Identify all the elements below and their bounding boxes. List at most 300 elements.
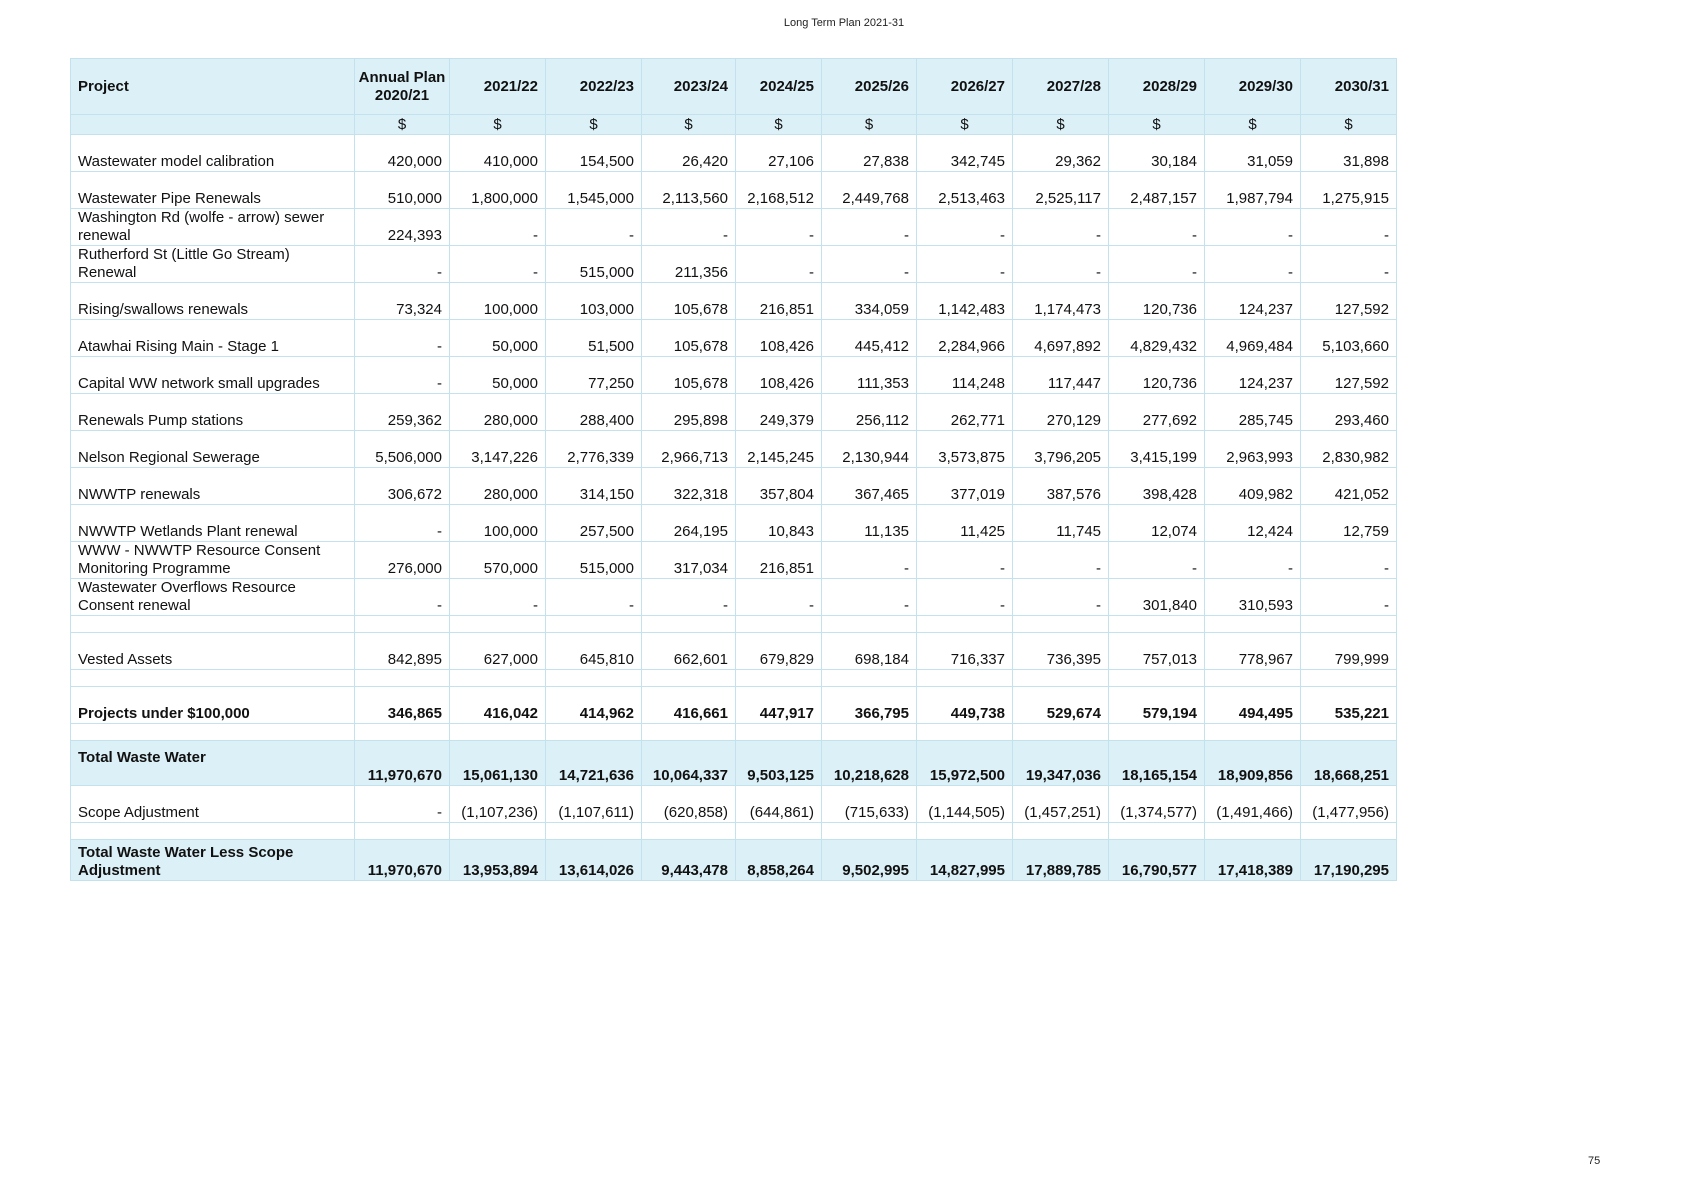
table-row xyxy=(71,209,1397,246)
value-cell: - xyxy=(355,579,450,616)
value-cell: 50,000 xyxy=(450,357,546,394)
table-row xyxy=(71,283,1397,320)
value-cell: 416,661 xyxy=(642,687,736,724)
value-cell: 12,074 xyxy=(1109,505,1205,542)
project-name-cell: Atawhai Rising Main - Stage 1 xyxy=(71,320,355,357)
value-cell: 249,379 xyxy=(736,394,822,431)
table-row xyxy=(71,135,1397,172)
value-cell: 515,000 xyxy=(546,246,642,283)
empty-cell xyxy=(1205,724,1301,741)
empty-cell xyxy=(1013,670,1109,687)
table-row xyxy=(71,172,1397,209)
value-cell: - xyxy=(355,786,450,823)
spacer-row xyxy=(71,823,1397,840)
unit-cell: $ xyxy=(822,115,917,135)
empty-cell xyxy=(1205,616,1301,633)
value-cell: 310,593 xyxy=(1205,579,1301,616)
unit-cell: $ xyxy=(1013,115,1109,135)
unit-cell: $ xyxy=(642,115,736,135)
value-cell: 216,851 xyxy=(736,542,822,579)
value-cell: 100,000 xyxy=(450,505,546,542)
value-cell: 679,829 xyxy=(736,633,822,670)
value-cell: - xyxy=(822,209,917,246)
page-number: 75 xyxy=(1588,1155,1601,1167)
value-cell: 1,275,915 xyxy=(1301,172,1397,209)
empty-cell xyxy=(355,670,450,687)
empty-cell xyxy=(822,670,917,687)
unit-cell: $ xyxy=(1109,115,1205,135)
value-cell: 51,500 xyxy=(546,320,642,357)
value-cell: 1,142,483 xyxy=(917,283,1013,320)
unit-cell: $ xyxy=(736,115,822,135)
value-cell: - xyxy=(822,542,917,579)
spacer-row xyxy=(71,724,1397,741)
value-cell: - xyxy=(546,579,642,616)
empty-cell xyxy=(917,670,1013,687)
value-cell: 409,982 xyxy=(1205,468,1301,505)
unit-cell: $ xyxy=(1301,115,1397,135)
value-cell: 9,503,125 xyxy=(736,741,822,786)
value-cell: - xyxy=(917,246,1013,283)
empty-cell xyxy=(355,823,450,840)
value-cell: - xyxy=(1205,246,1301,283)
value-cell: - xyxy=(1013,579,1109,616)
unit-cell xyxy=(71,115,355,135)
value-cell: 11,970,670 xyxy=(355,840,450,881)
value-cell: - xyxy=(917,579,1013,616)
value-cell: - xyxy=(736,209,822,246)
value-cell: 398,428 xyxy=(1109,468,1205,505)
unit-cell: $ xyxy=(546,115,642,135)
unit-cell: $ xyxy=(1205,115,1301,135)
value-cell: 11,970,670 xyxy=(355,741,450,786)
empty-cell xyxy=(1301,724,1397,741)
empty-cell xyxy=(1013,616,1109,633)
value-cell: 9,443,478 xyxy=(642,840,736,881)
column-header: 2030/31 xyxy=(1301,59,1397,115)
value-cell: 579,194 xyxy=(1109,687,1205,724)
project-name-cell: Scope Adjustment xyxy=(71,786,355,823)
value-cell: 256,112 xyxy=(822,394,917,431)
empty-cell xyxy=(1109,670,1205,687)
empty-cell xyxy=(546,616,642,633)
value-cell: 494,495 xyxy=(1205,687,1301,724)
value-cell: 224,393 xyxy=(355,209,450,246)
value-cell: 445,412 xyxy=(822,320,917,357)
value-cell: 334,059 xyxy=(822,283,917,320)
value-cell: - xyxy=(1301,579,1397,616)
empty-cell xyxy=(1013,823,1109,840)
value-cell: 277,692 xyxy=(1109,394,1205,431)
value-cell: - xyxy=(450,579,546,616)
units-row xyxy=(71,115,1397,135)
project-name-cell: Capital WW network small upgrades xyxy=(71,357,355,394)
empty-cell xyxy=(642,724,736,741)
value-cell: 18,909,856 xyxy=(1205,741,1301,786)
project-name-cell: Renewals Pump stations xyxy=(71,394,355,431)
table-row xyxy=(71,579,1397,616)
value-cell: 276,000 xyxy=(355,542,450,579)
empty-cell xyxy=(546,670,642,687)
value-cell: 421,052 xyxy=(1301,468,1397,505)
value-cell: 13,614,026 xyxy=(546,840,642,881)
unit-cell: $ xyxy=(917,115,1013,135)
empty-cell xyxy=(71,823,355,840)
value-cell: 515,000 xyxy=(546,542,642,579)
value-cell: 8,858,264 xyxy=(736,840,822,881)
value-cell: 9,502,995 xyxy=(822,840,917,881)
value-cell: - xyxy=(1205,542,1301,579)
value-cell: 280,000 xyxy=(450,468,546,505)
table-row xyxy=(71,505,1397,542)
project-name-cell: NWWTP Wetlands Plant renewal xyxy=(71,505,355,542)
value-cell: - xyxy=(1013,209,1109,246)
value-cell: 10,218,628 xyxy=(822,741,917,786)
value-cell: 105,678 xyxy=(642,357,736,394)
empty-cell xyxy=(1109,724,1205,741)
value-cell: 662,601 xyxy=(642,633,736,670)
empty-cell xyxy=(642,670,736,687)
value-cell: 11,135 xyxy=(822,505,917,542)
value-cell: 216,851 xyxy=(736,283,822,320)
value-cell: - xyxy=(355,320,450,357)
empty-cell xyxy=(450,823,546,840)
value-cell: 1,174,473 xyxy=(1013,283,1109,320)
value-cell: 627,000 xyxy=(450,633,546,670)
empty-cell xyxy=(1109,616,1205,633)
value-cell: 778,967 xyxy=(1205,633,1301,670)
project-name-cell: Projects under $100,000 xyxy=(71,687,355,724)
value-cell: 31,059 xyxy=(1205,135,1301,172)
value-cell: 27,838 xyxy=(822,135,917,172)
scope-adjustment-row xyxy=(71,786,1397,823)
value-cell: 15,061,130 xyxy=(450,741,546,786)
value-cell: 50,000 xyxy=(450,320,546,357)
value-cell: - xyxy=(1301,542,1397,579)
value-cell: 100,000 xyxy=(450,283,546,320)
value-cell: 264,195 xyxy=(642,505,736,542)
project-name-cell: Total Waste Water Less Scope Adjustment xyxy=(71,840,355,881)
empty-cell xyxy=(450,724,546,741)
empty-cell xyxy=(822,616,917,633)
value-cell: 366,795 xyxy=(822,687,917,724)
value-cell: 2,449,768 xyxy=(822,172,917,209)
value-cell: (1,374,577) xyxy=(1109,786,1205,823)
table-row xyxy=(71,431,1397,468)
value-cell: 17,418,389 xyxy=(1205,840,1301,881)
value-cell: - xyxy=(1013,246,1109,283)
value-cell: 29,362 xyxy=(1013,135,1109,172)
empty-cell xyxy=(1301,616,1397,633)
value-cell: 322,318 xyxy=(642,468,736,505)
column-header: 2029/30 xyxy=(1205,59,1301,115)
value-cell: 414,962 xyxy=(546,687,642,724)
empty-cell xyxy=(642,616,736,633)
project-name-cell: Washington Rd (wolfe - arrow) sewer renewal xyxy=(71,209,355,246)
value-cell: 301,840 xyxy=(1109,579,1205,616)
capital-projects-table xyxy=(70,58,1397,881)
value-cell: 31,898 xyxy=(1301,135,1397,172)
unit-cell: $ xyxy=(355,115,450,135)
value-cell: 4,829,432 xyxy=(1109,320,1205,357)
value-cell: 127,592 xyxy=(1301,357,1397,394)
value-cell: - xyxy=(1109,542,1205,579)
value-cell: (1,107,611) xyxy=(546,786,642,823)
empty-cell xyxy=(546,823,642,840)
projects-under-row xyxy=(71,687,1397,724)
value-cell: 799,999 xyxy=(1301,633,1397,670)
spacer-row xyxy=(71,670,1397,687)
column-header: 2027/28 xyxy=(1013,59,1109,115)
value-cell: 120,736 xyxy=(1109,283,1205,320)
value-cell: 357,804 xyxy=(736,468,822,505)
empty-cell xyxy=(1205,823,1301,840)
value-cell: 77,250 xyxy=(546,357,642,394)
value-cell: 211,356 xyxy=(642,246,736,283)
column-header: Annual Plan 2020/21 xyxy=(355,59,450,115)
value-cell: 105,678 xyxy=(642,320,736,357)
value-cell: 2,113,560 xyxy=(642,172,736,209)
value-cell: 73,324 xyxy=(355,283,450,320)
value-cell: 259,362 xyxy=(355,394,450,431)
value-cell: 306,672 xyxy=(355,468,450,505)
total-row xyxy=(71,741,1397,786)
value-cell: 1,800,000 xyxy=(450,172,546,209)
value-cell: 3,415,199 xyxy=(1109,431,1205,468)
empty-cell xyxy=(71,724,355,741)
value-cell: 114,248 xyxy=(917,357,1013,394)
project-name-cell: NWWTP renewals xyxy=(71,468,355,505)
value-cell: 736,395 xyxy=(1013,633,1109,670)
value-cell: 14,721,636 xyxy=(546,741,642,786)
empty-cell xyxy=(822,724,917,741)
value-cell: 14,827,995 xyxy=(917,840,1013,881)
column-header: 2023/24 xyxy=(642,59,736,115)
project-name-cell: Rising/swallows renewals xyxy=(71,283,355,320)
value-cell: 2,487,157 xyxy=(1109,172,1205,209)
value-cell: 2,145,245 xyxy=(736,431,822,468)
value-cell: 5,103,660 xyxy=(1301,320,1397,357)
table-body xyxy=(71,115,1397,881)
project-name-cell: Total Waste Water xyxy=(71,741,355,786)
empty-cell xyxy=(917,724,1013,741)
value-cell: 111,353 xyxy=(822,357,917,394)
empty-cell xyxy=(355,724,450,741)
empty-cell xyxy=(642,823,736,840)
value-cell: 105,678 xyxy=(642,283,736,320)
value-cell: 2,776,339 xyxy=(546,431,642,468)
value-cell: - xyxy=(355,505,450,542)
column-header: 2026/27 xyxy=(917,59,1013,115)
value-cell: 18,165,154 xyxy=(1109,741,1205,786)
empty-cell xyxy=(71,670,355,687)
value-cell: 2,130,944 xyxy=(822,431,917,468)
value-cell: 12,424 xyxy=(1205,505,1301,542)
project-name-cell: Wastewater Pipe Renewals xyxy=(71,172,355,209)
value-cell: 19,347,036 xyxy=(1013,741,1109,786)
column-header: 2022/23 xyxy=(546,59,642,115)
value-cell: - xyxy=(1205,209,1301,246)
value-cell: 387,576 xyxy=(1013,468,1109,505)
value-cell: 10,843 xyxy=(736,505,822,542)
value-cell: 410,000 xyxy=(450,135,546,172)
value-cell: 285,745 xyxy=(1205,394,1301,431)
value-cell: - xyxy=(1109,209,1205,246)
value-cell: 3,796,205 xyxy=(1013,431,1109,468)
value-cell: 30,184 xyxy=(1109,135,1205,172)
value-cell: 17,190,295 xyxy=(1301,840,1397,881)
project-name-cell: Wastewater model calibration xyxy=(71,135,355,172)
document-header: Long Term Plan 2021-31 xyxy=(783,17,905,29)
value-cell: 535,221 xyxy=(1301,687,1397,724)
value-cell: - xyxy=(450,209,546,246)
value-cell: 257,500 xyxy=(546,505,642,542)
value-cell: - xyxy=(917,542,1013,579)
empty-cell xyxy=(1301,670,1397,687)
value-cell: - xyxy=(1109,246,1205,283)
vested-assets-row xyxy=(71,633,1397,670)
value-cell: (1,107,236) xyxy=(450,786,546,823)
value-cell: 117,447 xyxy=(1013,357,1109,394)
value-cell: 108,426 xyxy=(736,320,822,357)
value-cell: 108,426 xyxy=(736,357,822,394)
value-cell: 15,972,500 xyxy=(917,741,1013,786)
value-cell: - xyxy=(917,209,1013,246)
empty-cell xyxy=(1205,670,1301,687)
value-cell: 570,000 xyxy=(450,542,546,579)
value-cell: 11,745 xyxy=(1013,505,1109,542)
value-cell: 5,506,000 xyxy=(355,431,450,468)
empty-cell xyxy=(736,670,822,687)
value-cell: 342,745 xyxy=(917,135,1013,172)
value-cell: - xyxy=(822,579,917,616)
empty-cell xyxy=(1301,823,1397,840)
value-cell: 11,425 xyxy=(917,505,1013,542)
empty-cell xyxy=(917,616,1013,633)
value-cell: 645,810 xyxy=(546,633,642,670)
project-name-cell: Nelson Regional Sewerage xyxy=(71,431,355,468)
value-cell: 377,019 xyxy=(917,468,1013,505)
value-cell: (644,861) xyxy=(736,786,822,823)
value-cell: 27,106 xyxy=(736,135,822,172)
empty-cell xyxy=(822,823,917,840)
value-cell: 3,147,226 xyxy=(450,431,546,468)
empty-cell xyxy=(1109,823,1205,840)
value-cell: 1,545,000 xyxy=(546,172,642,209)
value-cell: 314,150 xyxy=(546,468,642,505)
total-less-scope-row xyxy=(71,840,1397,881)
column-header: 2028/29 xyxy=(1109,59,1205,115)
value-cell: 295,898 xyxy=(642,394,736,431)
value-cell: - xyxy=(450,246,546,283)
value-cell: 1,987,794 xyxy=(1205,172,1301,209)
unit-cell: $ xyxy=(450,115,546,135)
value-cell: 12,759 xyxy=(1301,505,1397,542)
empty-cell xyxy=(736,823,822,840)
header-row xyxy=(71,59,1397,115)
value-cell: 698,184 xyxy=(822,633,917,670)
column-header: 2021/22 xyxy=(450,59,546,115)
value-cell: - xyxy=(1301,246,1397,283)
value-cell: 288,400 xyxy=(546,394,642,431)
value-cell: 2,963,993 xyxy=(1205,431,1301,468)
empty-cell xyxy=(450,616,546,633)
value-cell: 716,337 xyxy=(917,633,1013,670)
spacer-row xyxy=(71,616,1397,633)
value-cell: 17,889,785 xyxy=(1013,840,1109,881)
empty-cell xyxy=(917,823,1013,840)
empty-cell xyxy=(736,724,822,741)
table-row xyxy=(71,246,1397,283)
value-cell: - xyxy=(736,246,822,283)
value-cell: 13,953,894 xyxy=(450,840,546,881)
value-cell: 4,969,484 xyxy=(1205,320,1301,357)
value-cell: 10,064,337 xyxy=(642,741,736,786)
value-cell: 154,500 xyxy=(546,135,642,172)
value-cell: (715,633) xyxy=(822,786,917,823)
value-cell: 529,674 xyxy=(1013,687,1109,724)
value-cell: 2,168,512 xyxy=(736,172,822,209)
value-cell: (1,477,956) xyxy=(1301,786,1397,823)
project-name-cell: Vested Assets xyxy=(71,633,355,670)
table-row xyxy=(71,320,1397,357)
value-cell: - xyxy=(355,357,450,394)
value-cell: - xyxy=(1301,209,1397,246)
value-cell: 103,000 xyxy=(546,283,642,320)
project-name-cell: WWW - NWWTP Resource Consent Monitoring Programme xyxy=(71,542,355,579)
empty-cell xyxy=(736,616,822,633)
value-cell: 280,000 xyxy=(450,394,546,431)
project-name-cell: Rutherford St (Little Go Stream) Renewal xyxy=(71,246,355,283)
table-row xyxy=(71,542,1397,579)
value-cell: 416,042 xyxy=(450,687,546,724)
value-cell: 2,966,713 xyxy=(642,431,736,468)
value-cell: - xyxy=(546,209,642,246)
value-cell: (1,491,466) xyxy=(1205,786,1301,823)
value-cell: 3,573,875 xyxy=(917,431,1013,468)
table-row xyxy=(71,357,1397,394)
value-cell: - xyxy=(355,246,450,283)
empty-cell xyxy=(355,616,450,633)
value-cell: 127,592 xyxy=(1301,283,1397,320)
empty-cell xyxy=(450,670,546,687)
value-cell: 317,034 xyxy=(642,542,736,579)
value-cell: 2,513,463 xyxy=(917,172,1013,209)
value-cell: - xyxy=(736,579,822,616)
column-header: Project xyxy=(71,59,355,115)
value-cell: 124,237 xyxy=(1205,357,1301,394)
value-cell: 120,736 xyxy=(1109,357,1205,394)
value-cell: 2,284,966 xyxy=(917,320,1013,357)
column-header: 2024/25 xyxy=(736,59,822,115)
value-cell: 293,460 xyxy=(1301,394,1397,431)
value-cell: 270,129 xyxy=(1013,394,1109,431)
value-cell: 26,420 xyxy=(642,135,736,172)
empty-cell xyxy=(71,616,355,633)
value-cell: 2,830,982 xyxy=(1301,431,1397,468)
value-cell: 510,000 xyxy=(355,172,450,209)
value-cell: - xyxy=(642,209,736,246)
column-header: 2025/26 xyxy=(822,59,917,115)
value-cell: 367,465 xyxy=(822,468,917,505)
value-cell: 18,668,251 xyxy=(1301,741,1397,786)
value-cell: - xyxy=(642,579,736,616)
value-cell: 420,000 xyxy=(355,135,450,172)
value-cell: 262,771 xyxy=(917,394,1013,431)
value-cell: (1,144,505) xyxy=(917,786,1013,823)
table-row xyxy=(71,468,1397,505)
value-cell: 757,013 xyxy=(1109,633,1205,670)
